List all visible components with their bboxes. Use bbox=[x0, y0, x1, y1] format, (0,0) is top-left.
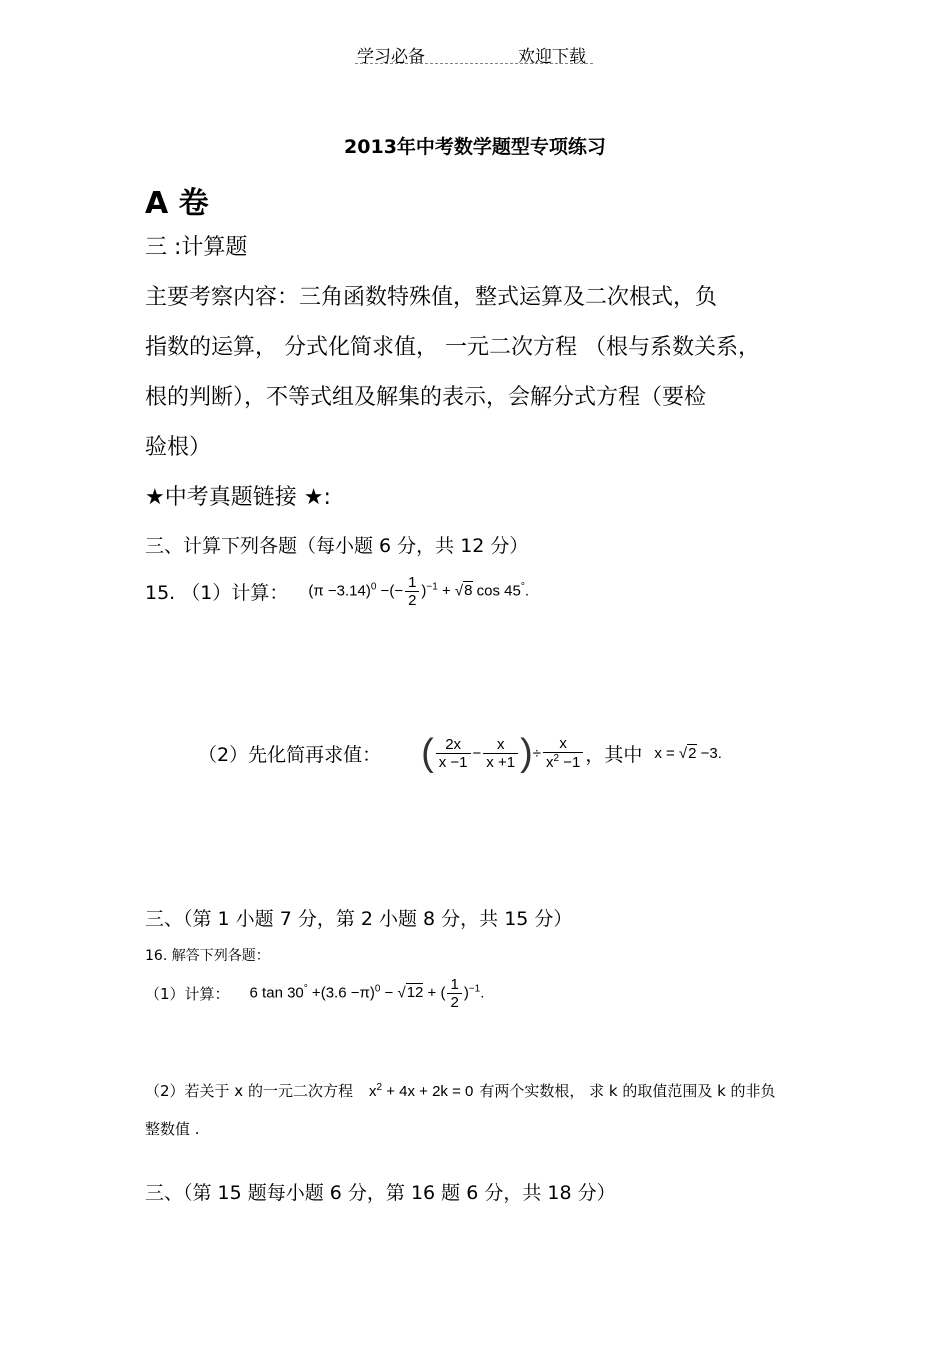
q16-2-equation: $x^2 + 4x + 2k = 0$ bbox=[368, 1082, 474, 1100]
q15-2-suffix: ，其中 bbox=[585, 743, 643, 766]
intro-line-3: 根的判断），不等式组及解集的表示，会解分式方程（要检 bbox=[145, 385, 707, 410]
q15-1-expression: $(\pi -3.14)^0$ −(− $\frac{1}{2}$ )$^{-1}$ + √8 cos 45°. bbox=[308, 573, 530, 609]
q15-1-label: 15. （1）计算： bbox=[145, 581, 289, 604]
section-a: A 卷 bbox=[145, 186, 209, 221]
q15-1 bbox=[145, 566, 529, 616]
real-exam-link: ★中考真题链接 ★: bbox=[145, 485, 331, 510]
header-right: 欢迎下载 bbox=[518, 47, 586, 67]
block2-heading: 三、（第 1 小题 7 分，第 2 小题 8 分，共 15 分） bbox=[145, 908, 573, 930]
q16-1-label: （1）计算： bbox=[145, 984, 230, 1003]
q15-2-expression: ( $\frac{2x}{x -1}$ − $\frac{x}{x +1}$ ) ÷ $\frac{x}{x^2 -1}$ bbox=[421, 732, 585, 775]
q15-2-label: （2）先化简再求值： bbox=[198, 743, 382, 766]
header-divider bbox=[355, 63, 593, 64]
block1-heading: 三、计算下列各题（每小题 6 分，共 12 分） bbox=[145, 535, 529, 557]
q16-2-part-a: （2）若关于 x 的一元二次方程 bbox=[145, 1082, 353, 1100]
q15-2 bbox=[198, 725, 722, 781]
q16-2-part-b: 有两个实数根， 求 k 的取值范围及 k 的非负 bbox=[479, 1082, 776, 1100]
header-left: 学习必备 bbox=[357, 47, 425, 67]
intro-line-2: 指数的运算， 分式化简求值， 一元二次方程 （根与系数关系， bbox=[145, 335, 760, 360]
intro-line-4: 验根） bbox=[145, 435, 212, 460]
block3-heading: 三、（第 15 题每小题 6 分，第 16 题 6 分，共 18 分） bbox=[145, 1182, 616, 1204]
q16-2-line-1 bbox=[145, 1080, 776, 1101]
q15-2-condition: x = √2 −3. bbox=[654, 744, 722, 762]
section-three: 三 :计算题 bbox=[145, 235, 248, 260]
q16-intro: 16. 解答下列各题： bbox=[145, 948, 270, 964]
q16-2-line-2: 整数值 . bbox=[145, 1120, 200, 1138]
q16-1 bbox=[145, 970, 484, 1016]
q16-1-expression: 6 $\tan 30^\circ +(3.6 -\pi)^0 - √12$ + ( $\frac{1}{2}$ )$^{-1}$. bbox=[249, 975, 485, 1011]
intro-line-1: 主要考察内容：三角函数特殊值，整式运算及二次根式，负 bbox=[145, 285, 718, 310]
page-title: 2013年中考数学题型专项练习 bbox=[344, 136, 606, 158]
